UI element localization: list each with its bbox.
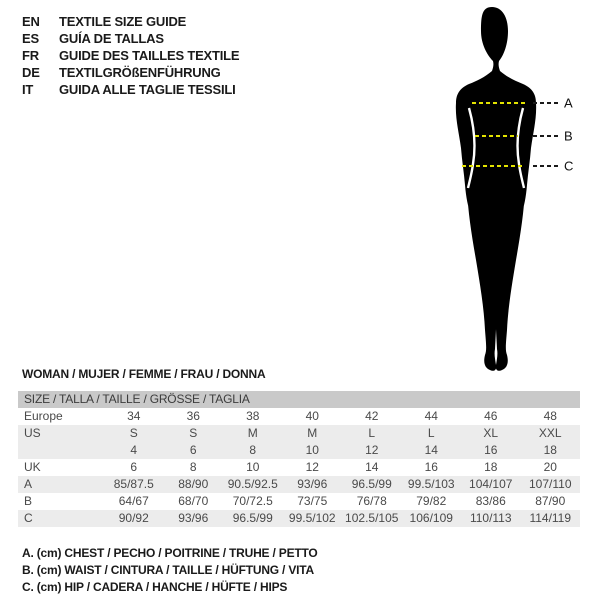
size-cell: 102.5/105 xyxy=(345,511,399,525)
legend-row: C. (cm) HIP / CADERA / HANCHE / HÜFTE / HIPS xyxy=(22,580,288,594)
language-row xyxy=(22,47,239,64)
size-cell: 99.5/102 xyxy=(288,511,336,525)
marker-letter-c: C xyxy=(564,158,574,174)
woman-figure xyxy=(430,0,600,380)
table-row xyxy=(18,425,580,442)
size-cell: 48 xyxy=(543,409,557,423)
size-cell: 18 xyxy=(543,443,557,457)
legend-row: A. (cm) CHEST / PECHO / POITRINE / TRUHE / PETTO xyxy=(22,546,318,560)
size-cell: 110/113 xyxy=(469,511,512,525)
size-cell: 12 xyxy=(305,460,319,474)
size-cell: 44 xyxy=(424,409,438,423)
size-cell: 36 xyxy=(186,409,200,423)
language-label: TEXTILE SIZE GUIDE xyxy=(59,14,187,29)
language-row xyxy=(22,64,239,81)
table-row xyxy=(18,408,580,425)
size-cell: 107/110 xyxy=(529,477,572,491)
size-cell: 83/86 xyxy=(475,494,506,508)
size-cell: 12 xyxy=(365,443,379,457)
size-cell: 73/75 xyxy=(297,494,328,508)
language-label: TEXTILGRÖßENFÜHRUNG xyxy=(59,65,221,80)
row-label: US xyxy=(24,426,41,440)
table-row xyxy=(18,442,580,459)
table-row xyxy=(18,476,580,493)
size-table xyxy=(18,391,580,527)
size-cell: 6 xyxy=(189,443,197,457)
section-title: WOMAN / MUJER / FEMME / FRAU / DONNA xyxy=(22,367,266,381)
size-cell: S xyxy=(189,426,198,440)
size-cell: 8 xyxy=(189,460,197,474)
row-label: A xyxy=(24,477,33,491)
size-cell: 8 xyxy=(249,443,257,457)
size-cell: 114/119 xyxy=(529,511,572,525)
language-code: IT xyxy=(22,82,34,97)
size-cell: 10 xyxy=(246,460,260,474)
language-label: GUIDA ALLE TAGLIE TESSILI xyxy=(59,82,236,97)
size-cell: XL xyxy=(483,426,499,440)
size-cell: 6 xyxy=(130,460,138,474)
language-label: GUÍA DE TALLAS xyxy=(59,31,164,46)
size-cell: 64/67 xyxy=(118,494,149,508)
language-row xyxy=(22,13,239,30)
size-cell: 79/82 xyxy=(416,494,447,508)
row-label: C xyxy=(24,511,33,525)
size-cell: 16 xyxy=(424,460,438,474)
language-code: EN xyxy=(22,14,40,29)
marker-letter-a: A xyxy=(564,95,573,111)
size-cell: S xyxy=(129,426,138,440)
table-row xyxy=(18,493,580,510)
marker-letter-b: B xyxy=(564,128,573,144)
woman-silhouette xyxy=(456,7,536,371)
legend-row: B. (cm) WAIST / CINTURA / TAILLE / HÜFTUNG / VITA xyxy=(22,563,314,577)
size-cell: 96.5/99 xyxy=(232,511,273,525)
size-cell: 14 xyxy=(365,460,379,474)
size-cell: 16 xyxy=(484,443,498,457)
size-cell: 14 xyxy=(424,443,438,457)
language-row xyxy=(22,81,239,98)
size-cell: 34 xyxy=(127,409,141,423)
measurement-legend xyxy=(22,545,318,596)
size-cell: 90.5/92.5 xyxy=(227,477,278,491)
size-table-body xyxy=(18,408,580,527)
size-cell: 42 xyxy=(365,409,379,423)
size-cell: 20 xyxy=(543,460,557,474)
size-cell: 68/70 xyxy=(178,494,209,508)
size-cell: 90/92 xyxy=(118,511,149,525)
size-cell: M xyxy=(307,426,318,440)
size-cell: 38 xyxy=(246,409,260,423)
size-cell: XXL xyxy=(538,426,562,440)
language-code: ES xyxy=(22,31,39,46)
size-table-header: SIZE / TALLA / TAILLE / GRÖSSE / TAGLIA xyxy=(18,391,580,408)
size-cell: 10 xyxy=(305,443,319,457)
size-cell: 76/78 xyxy=(356,494,387,508)
row-label: UK xyxy=(24,460,41,474)
language-row xyxy=(22,30,239,47)
size-cell: 96.5/99 xyxy=(351,477,392,491)
row-label: B xyxy=(24,494,33,508)
size-cell: 18 xyxy=(484,460,498,474)
size-cell: L xyxy=(427,426,435,440)
row-label: Europe xyxy=(24,409,63,423)
size-cell: 99.5/103 xyxy=(407,477,455,491)
language-code: DE xyxy=(22,65,40,80)
table-row xyxy=(18,510,580,527)
size-cell: 46 xyxy=(484,409,498,423)
size-cell: 88/90 xyxy=(178,477,209,491)
size-cell: 104/107 xyxy=(469,477,513,491)
size-cell: L xyxy=(368,426,376,440)
language-code: FR xyxy=(22,48,39,63)
size-cell: 87/90 xyxy=(535,494,566,508)
size-cell: 40 xyxy=(305,409,319,423)
language-label: GUIDE DES TAILLES TEXTILE xyxy=(59,48,240,63)
size-cell: M xyxy=(247,426,258,440)
size-cell: 93/96 xyxy=(178,511,209,525)
size-cell: 85/87.5 xyxy=(113,477,154,491)
language-list xyxy=(22,13,239,98)
table-row xyxy=(18,459,580,476)
size-cell: 106/109 xyxy=(409,511,453,525)
size-cell: 4 xyxy=(130,443,138,457)
size-cell: 70/72.5 xyxy=(232,494,273,508)
size-cell: 93/96 xyxy=(297,477,328,491)
row-label xyxy=(18,442,104,459)
